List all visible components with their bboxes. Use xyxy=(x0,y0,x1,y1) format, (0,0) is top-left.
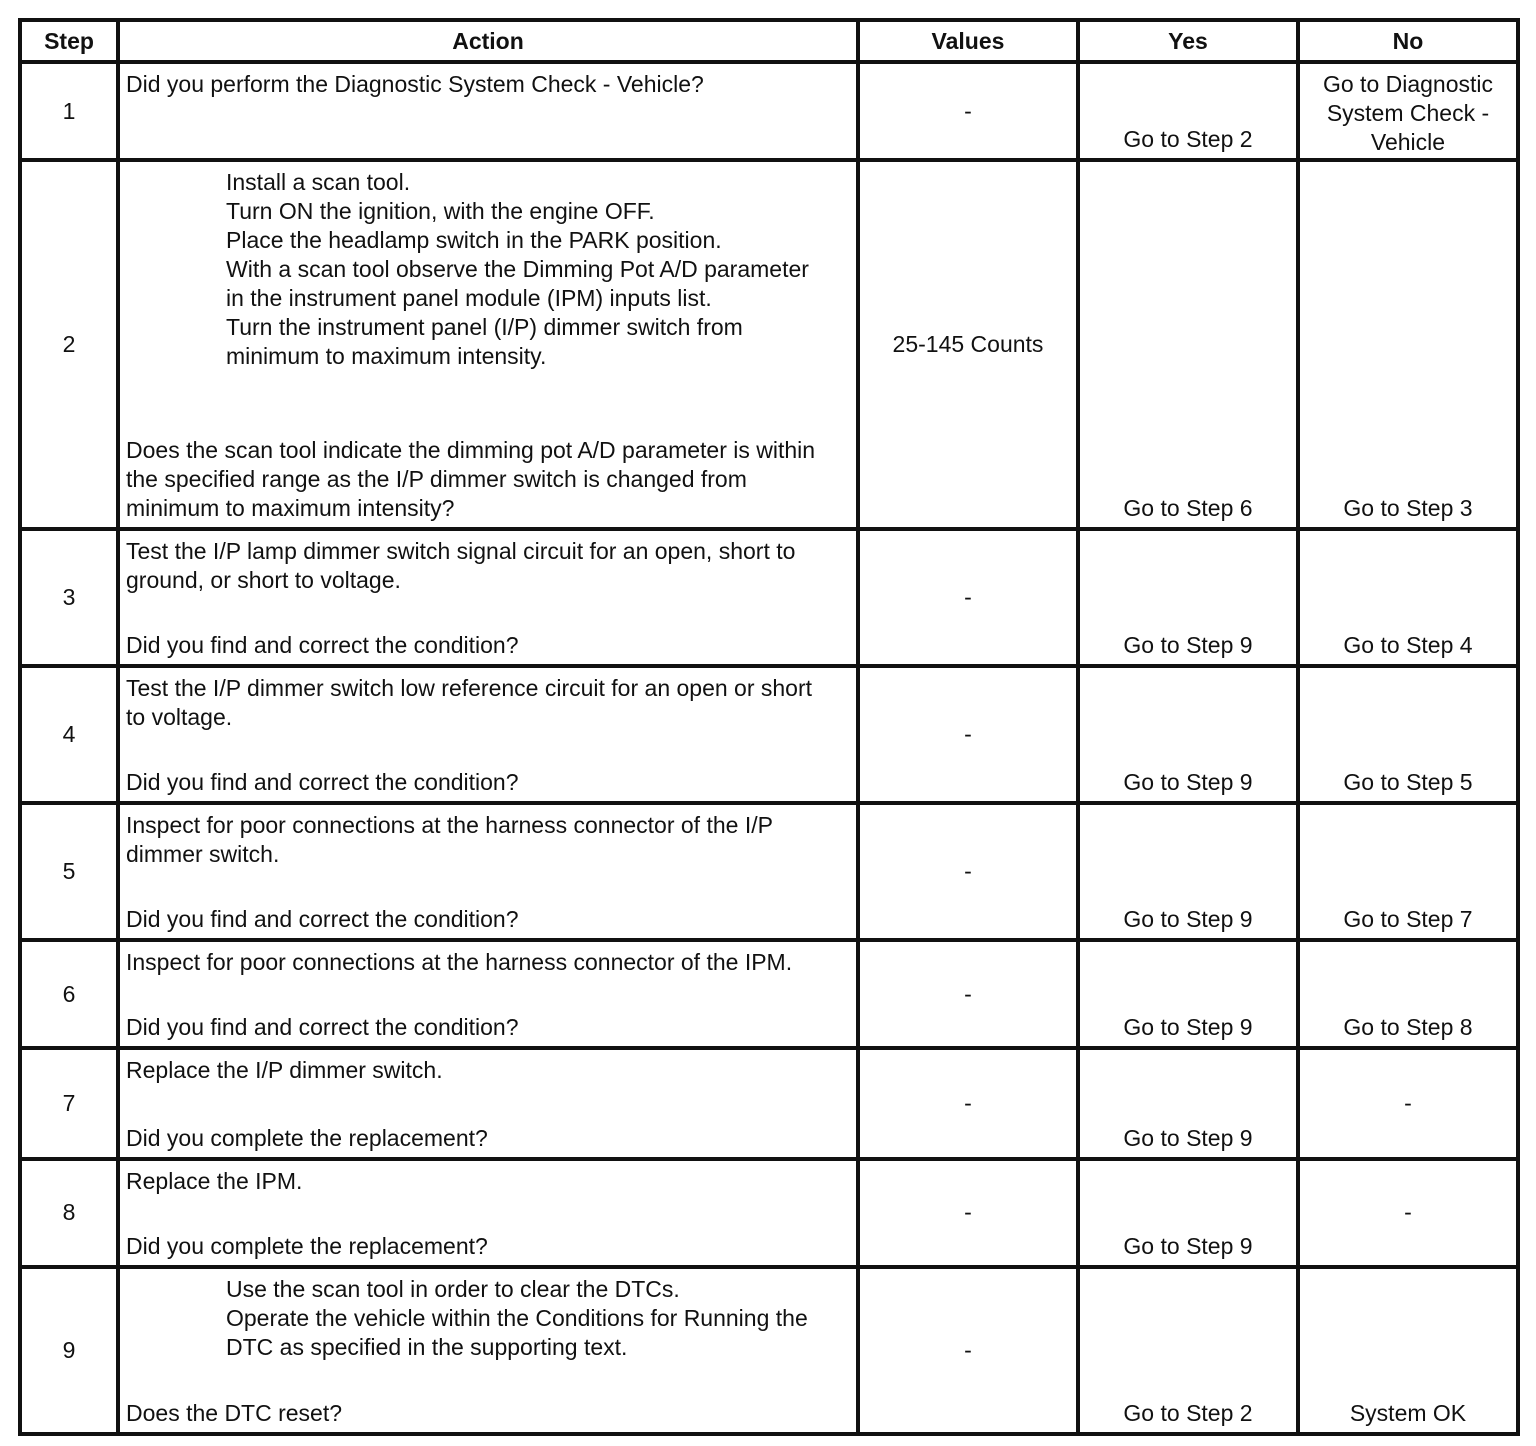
action-cell xyxy=(118,529,858,666)
action-cell xyxy=(118,940,858,1048)
yes-cell: Go to Step 9 xyxy=(1078,666,1298,803)
action-question: Did you find and correct the condition? xyxy=(126,631,519,658)
header-row xyxy=(20,20,1518,62)
action-cell xyxy=(118,160,858,529)
step-number: 7 xyxy=(20,1048,118,1158)
table-row xyxy=(20,940,1518,1048)
values-cell: - xyxy=(858,1159,1078,1267)
substep-item: Install a scan tool. xyxy=(226,169,411,196)
no-cell: - xyxy=(1298,1159,1518,1267)
step-number: 8 xyxy=(20,1159,118,1267)
substep-item: Use the scan tool in order to clear the DTCs. xyxy=(226,1275,680,1302)
no-cell: System OK xyxy=(1298,1267,1518,1434)
values-cell: - xyxy=(858,803,1078,940)
table-row xyxy=(20,1267,1518,1434)
action-cell xyxy=(118,803,858,940)
substep-item: With a scan tool observe the Dimming Pot A/D parameter in the instrument panel module (IPM) inputs list. xyxy=(226,256,809,312)
step-number: 2 xyxy=(20,160,118,529)
action-text: Replace the I/P dimmer switch. xyxy=(126,1057,443,1084)
values-cell: - xyxy=(858,529,1078,666)
action-text: Test the I/P lamp dimmer switch signal circuit for an open, short to ground, or short to voltage. xyxy=(126,537,796,593)
action-text: Did you perform the Diagnostic System Check - Vehicle? xyxy=(126,71,704,97)
header-yes: Yes xyxy=(1078,20,1298,62)
action-cell xyxy=(118,1048,858,1158)
action-question: Does the DTC reset? xyxy=(126,1400,343,1426)
values-cell: 25-145 Counts xyxy=(858,160,1078,529)
yes-cell: Go to Step 2 xyxy=(1078,62,1298,160)
values-cell: - xyxy=(858,1048,1078,1158)
step-number: 9 xyxy=(20,1267,118,1434)
no-cell: Go to Step 4 xyxy=(1298,529,1518,666)
no-cell: Go to Step 7 xyxy=(1298,803,1518,940)
yes-cell: Go to Step 9 xyxy=(1078,940,1298,1048)
header-action: Action xyxy=(118,20,858,62)
yes-cell: Go to Step 9 xyxy=(1078,529,1298,666)
action-text: Inspect for poor connections at the harness connector of the I/P dimmer switch. xyxy=(126,812,773,868)
no-cell: - xyxy=(1298,1048,1518,1158)
table-row xyxy=(20,160,1518,529)
action-text: Replace the IPM. xyxy=(126,1167,303,1194)
action-question: Does the scan tool indicate the dimming pot A/D parameter is within the specified range as the I/P dimmer switch is changed from minimum to maximum intensity? xyxy=(126,436,816,521)
no-cell: Go to Diagnostic System Check - Vehicle xyxy=(1298,62,1518,160)
substep-item: Place the headlamp switch in the PARK position. xyxy=(226,227,722,254)
substep-list xyxy=(126,1275,850,1362)
no-cell: Go to Step 8 xyxy=(1298,940,1518,1048)
table-row xyxy=(20,1159,1518,1267)
substep-item: Operate the vehicle within the Conditions for Running the DTC as specified in the supporting text. xyxy=(226,1304,808,1360)
step-number: 3 xyxy=(20,529,118,666)
yes-cell: Go to Step 6 xyxy=(1078,160,1298,529)
action-text: Inspect for poor connections at the harness connector of the IPM. xyxy=(126,949,793,976)
action-cell xyxy=(118,1267,858,1434)
values-cell: - xyxy=(858,1267,1078,1434)
action-text: Test the I/P dimmer switch low reference circuit for an open or short to voltage. xyxy=(126,674,813,730)
action-question: Did you complete the replacement? xyxy=(126,1124,488,1151)
diagnostic-table xyxy=(18,18,1520,1436)
step-number: 5 xyxy=(20,803,118,940)
yes-cell: Go to Step 9 xyxy=(1078,1159,1298,1267)
action-cell xyxy=(118,1159,858,1267)
header-step: Step xyxy=(20,20,118,62)
values-cell: - xyxy=(858,62,1078,160)
step-number: 4 xyxy=(20,666,118,803)
values-cell: - xyxy=(858,940,1078,1048)
no-cell: Go to Step 5 xyxy=(1298,666,1518,803)
action-question: Did you find and correct the condition? xyxy=(126,1014,519,1041)
step-number: 1 xyxy=(20,62,118,160)
substep-item: Turn ON the ignition, with the engine OFF. xyxy=(226,198,655,225)
table-row xyxy=(20,803,1518,940)
action-cell xyxy=(118,62,858,160)
table-row xyxy=(20,529,1518,666)
substep-list xyxy=(126,168,850,371)
yes-cell: Go to Step 9 xyxy=(1078,1048,1298,1158)
substep-item: Turn the instrument panel (I/P) dimmer switch from minimum to maximum intensity. xyxy=(226,314,743,370)
action-cell xyxy=(118,666,858,803)
action-question: Did you find and correct the condition? xyxy=(126,906,519,933)
table-row xyxy=(20,1048,1518,1158)
table-row xyxy=(20,666,1518,803)
header-values: Values xyxy=(858,20,1078,62)
values-cell: - xyxy=(858,666,1078,803)
no-cell: Go to Step 3 xyxy=(1298,160,1518,529)
yes-cell: Go to Step 9 xyxy=(1078,803,1298,940)
action-question: Did you find and correct the condition? xyxy=(126,769,519,796)
action-question: Did you complete the replacement? xyxy=(126,1232,488,1259)
header-no: No xyxy=(1298,20,1518,62)
step-number: 6 xyxy=(20,940,118,1048)
table-row xyxy=(20,62,1518,160)
yes-cell: Go to Step 2 xyxy=(1078,1267,1298,1434)
